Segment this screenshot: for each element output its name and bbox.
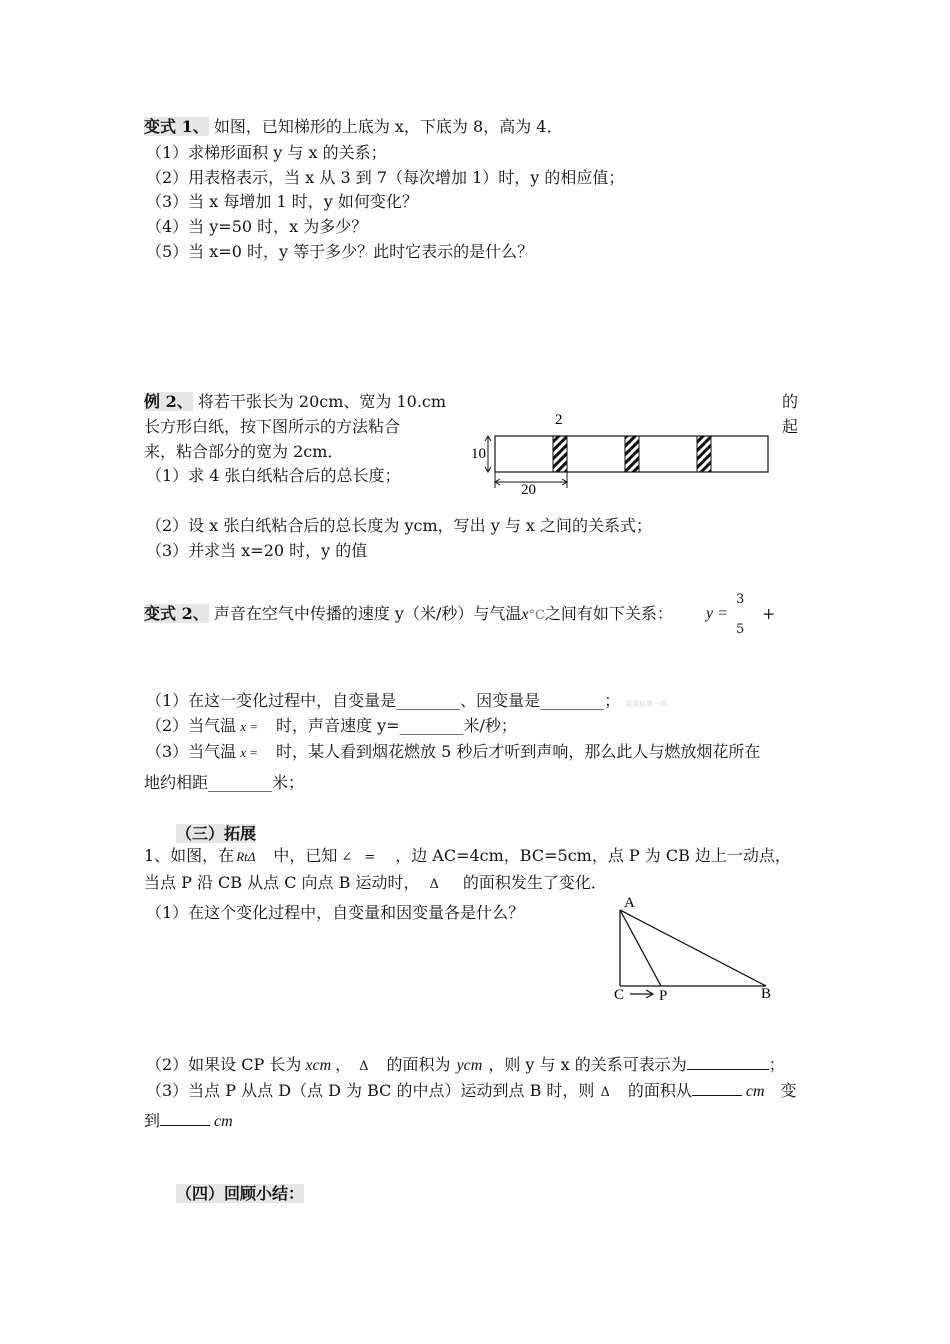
variant2-frac-num: 3 [736,592,745,607]
variant1-q5: （5）当 x=0 时，y 等于多少？此时它表示的是什么？ [146,242,534,261]
section3-q3-a: （3）当点 P 从点 D（点 D 为 BC 的中点）运动到点 B 时，则 [146,1081,595,1100]
example2-line2-end: 起 [782,417,799,436]
vertex-b-label: B [761,986,772,1002]
variant1-q1: （1）求梯形面积 y 与 x 的关系； [146,143,387,162]
section3-q3-cm2: cm [214,1113,233,1130]
variant2-plus: + [762,604,776,623]
section3-p2-tri: Δ [429,877,439,892]
variant2-frac-den: 5 [736,622,745,637]
watermark: 新课标第一网 [625,700,668,708]
example2-text1: 将若干张长为 20cm、宽为 10.cm [197,392,447,411]
section3-title-text: （三）拓展 [176,824,257,843]
example2-line2: 长方形白纸，按下图所示的方法粘合 [144,417,401,436]
section3-q3-c: 变 [780,1081,797,1100]
variant2-q3-b: 时，某人看到烟花燃放 5 秒后才听到声响，那么此人与燃放烟花所在 [275,742,761,761]
section3-q3-d: 到 [144,1111,161,1130]
variant2-q2-a: （2）当气温 [146,716,237,735]
variant2-q3-cont: 地约相距________米； [144,773,305,792]
example2-q2: （2）设 x 张白纸粘合后的总长度为 ycm，写出 y 与 x 之间的关系式； [146,516,653,535]
variant2-text: 声音在空气中传播的速度 y（米/秒）与气温 [213,604,522,623]
section3-q3 [146,1080,797,1103]
section3-q2 [146,1054,785,1077]
section3-q3-cm: cm [745,1083,765,1100]
section3-q3-b: 的面积从 [627,1081,692,1100]
example2-q1: （1）求 4 张白纸粘合后的总长度； [146,466,401,485]
section3-q2-ycm: ycm [456,1057,483,1074]
section4-title [176,1184,304,1204]
section3-q2-xcm: xcm [305,1057,332,1074]
example2-label: 例 2、 [144,392,193,411]
variant2-text2: 之间有如下关系： [544,604,673,623]
section3-q1: （1）在这个变化过程中，自变量和因变量各是什么？ [146,903,525,922]
variant2-formula-y: y = [706,605,728,622]
section3-p1-rt: RtΔ [236,849,256,864]
section3-q3-cont [144,1110,233,1132]
variant2-q2-x: x = [240,719,258,734]
section3-p1-angle: ∠ [341,850,353,865]
variant1-label: 变式 1、 [144,117,209,136]
answer-blank[interactable] [160,1110,210,1126]
section3-q2-tri: Δ [359,1059,369,1074]
variant2-label: 变式 2、 [144,604,209,623]
variant1-q4: （4）当 y=50 时，x 为多少？ [146,217,368,236]
strip-length-label: 20 [521,482,536,498]
variant2-q3-x: x = [240,745,258,760]
section3-q3-tri: Δ [600,1085,610,1100]
point-p-label: P [659,988,668,1004]
side-ab [620,910,766,986]
section3-p1-b: 中，已知 [273,846,338,865]
example2-line1-end: 的 [782,392,799,411]
variant2-q3-a: （3）当气温 [146,742,237,761]
variant1-intro: 如图，已知梯形的上底为 x，下底为 8，高为 4． [213,117,563,136]
variant1-q3: （3）当 x 每增加 1 时，y 如何变化？ [146,192,418,211]
answer-blank[interactable] [692,1080,742,1096]
strip-width-label: 10 [471,446,486,462]
section3-p2-b: 的面积发生了变化． [462,873,607,892]
section3-p1-a: 1、如图，在 [144,846,235,865]
section4-title-text: （四）回顾小结： [176,1184,305,1203]
variant2-unit: °C [528,608,545,623]
section3-q2-d: ，则 y 与 x 的关系可表示为 [488,1055,687,1074]
variant2-q2-b: 时，声音速度 y=________米/秒； [275,716,517,735]
section3-q2-end: ； [768,1055,785,1074]
example2-q3: （3）并求当 x=20 时，y 的值 [146,541,368,560]
section3-q2-c: 的面积为 [386,1055,451,1074]
section3-p2-a: 当点 P 沿 CB 从点 C 向点 B 运动时， [144,873,420,892]
section3-p1-eq: = [364,850,376,865]
vertex-a-label: A [624,895,635,911]
example2-line3: 来，粘合部分的宽为 2cm． [144,442,344,461]
section3-q2-b: ， [335,1055,352,1074]
overlap-width-label: 2 [555,412,563,428]
section3-q2-a: （2）如果设 CP 长为 [146,1055,302,1074]
variant2-var-x: x [521,606,529,623]
variant1-q2: （2）用表格表示，当 x 从 3 到 7（每次增加 1）时，y 的相应值； [146,168,625,187]
section3-p1-c: ，边 AC=4cm，BC=5cm，点 P 为 CB 边上一动点， [395,846,791,865]
variant2-q1-text: （1）在这一变化过程中，自变量是________、因变量是________； [146,691,621,710]
vertex-c-label: C [614,987,625,1003]
answer-blank[interactable] [687,1054,769,1070]
